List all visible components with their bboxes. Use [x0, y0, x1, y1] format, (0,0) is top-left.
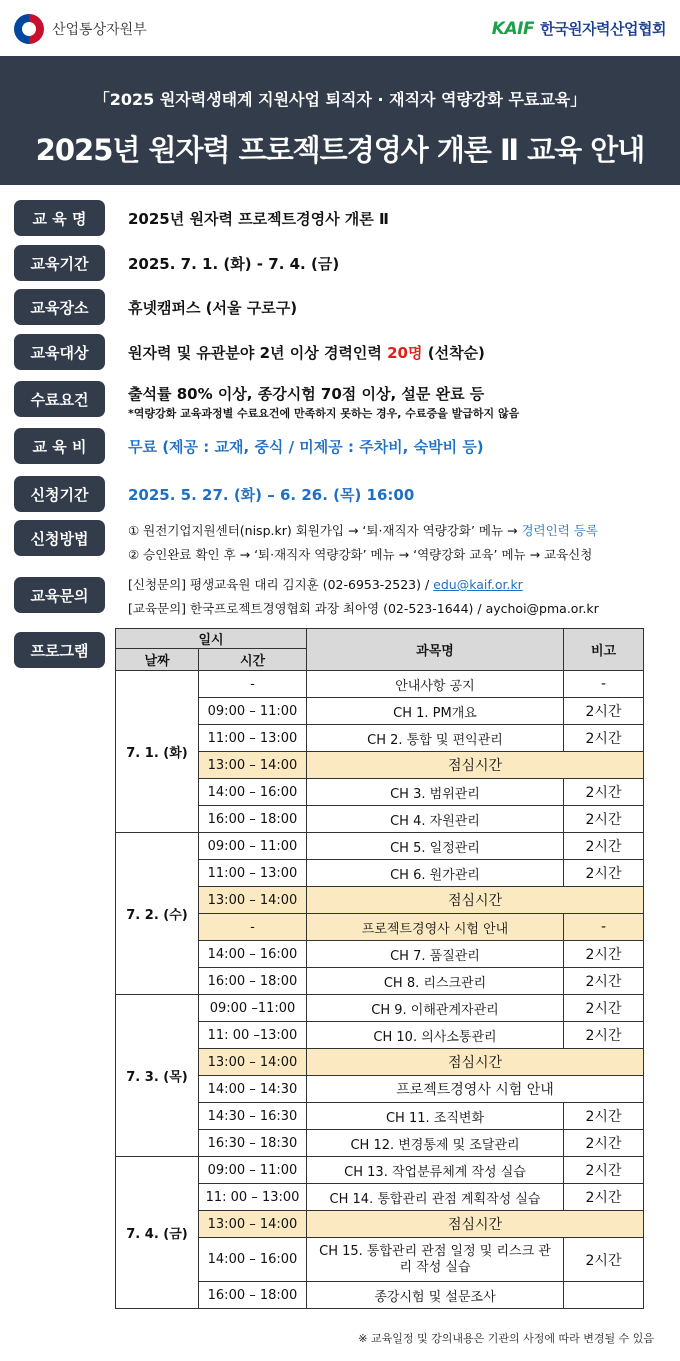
label-place: 교육장소: [14, 289, 105, 325]
day-cell: 7. 2. (수): [116, 833, 199, 995]
course-cell: CH 4. 자원관리: [307, 806, 564, 833]
time-cell: 11: 00 –13:00: [199, 1022, 307, 1049]
note-cell: 2시간: [564, 995, 644, 1022]
time-cell: 13:00 – 14:00: [199, 1049, 307, 1076]
time-cell: 09:00 – 11:00: [199, 833, 307, 860]
banner-title: 2025년 원자력 프로젝트경영사 개론 Ⅱ 교육 안내: [35, 133, 645, 167]
time-cell: 14:30 – 16:30: [199, 1103, 307, 1130]
header-schedule: 일시: [116, 629, 307, 649]
taegeuk-emblem-icon: [14, 14, 44, 44]
top-logo-bar: [0, 0, 680, 56]
day-cell: 7. 3. (목): [116, 995, 199, 1157]
course-cell: 종강시험 및 설문조사: [307, 1282, 564, 1309]
course-cell: CH 11. 조직변화: [307, 1103, 564, 1130]
time-cell: 14:00 – 14:30: [199, 1076, 307, 1103]
note-cell: 2시간: [564, 698, 644, 725]
note-cell: 2시간: [564, 941, 644, 968]
time-cell: 09:00 –11:00: [199, 995, 307, 1022]
note-cell: 2시간: [564, 779, 644, 806]
label-target: 교육대상: [14, 334, 105, 370]
time-cell: 09:00 – 11:00: [199, 698, 307, 725]
header-note: 비고: [564, 629, 644, 671]
table-row: [116, 671, 644, 698]
program-table: [115, 628, 644, 1309]
banner-subtitle: 「2025 원자력생태계 지원사업 퇴직자 · 재직자 역량강화 무료교육」: [93, 90, 587, 109]
course-cell: CH 12. 변경통제 및 조달관리: [307, 1130, 564, 1157]
course-cell: CH 3. 범위관리: [307, 779, 564, 806]
inquiry-apply: [신청문의] 평생교육원 대리 김지훈 (02-6953-2523) / edu@kaif.or.kr: [128, 577, 523, 592]
value-completion: 출석률 80% 이상, 종강시험 70점 이상, 설문 완료 등: [128, 385, 485, 403]
day-cell: 7. 4. (금): [116, 1157, 199, 1309]
time-cell: 16:00 – 18:00: [199, 1282, 307, 1309]
label-inquiry: 교육문의: [14, 577, 105, 613]
kaif-name: 한국원자력산업협회: [540, 20, 666, 38]
course-cell: CH 10. 의사소통관리: [307, 1022, 564, 1049]
note-cell: 2시간: [564, 1103, 644, 1130]
label-program: 프로그램: [14, 632, 105, 668]
course-cell: CH 9. 이해관계자관리: [307, 995, 564, 1022]
course-cell: CH 5. 일정관리: [307, 833, 564, 860]
time-cell: 16:00 – 18:00: [199, 968, 307, 995]
header-time: 시간: [199, 649, 307, 671]
time-cell: 13:00 – 14:00: [199, 1211, 307, 1238]
time-cell: 11: 00 – 13:00: [199, 1184, 307, 1211]
note-cell: 2시간: [564, 1130, 644, 1157]
label-apply-method: 신청방법: [14, 520, 105, 556]
lunch-cell: 점심시간: [307, 1049, 644, 1076]
ministry-logo: [14, 14, 147, 44]
lunch-cell: 점심시간: [307, 1211, 644, 1238]
table-row: [116, 833, 644, 860]
course-cell: CH 7. 품질관리: [307, 941, 564, 968]
label-apply-period: 신청기간: [14, 476, 105, 512]
ministry-name: 산업통상자원부: [52, 22, 147, 38]
label-fee: 교 육 비: [14, 428, 105, 464]
note-cell: 2시간: [564, 860, 644, 887]
table-row: [116, 1157, 644, 1184]
course-cell: 프로젝트경영사 시험 안내: [307, 1076, 644, 1103]
completion-note: *역량강화 교육과정별 수료요건에 만족하지 못하는 경우, 수료증을 발급하지 않음: [128, 407, 520, 420]
time-cell: 13:00 – 14:00: [199, 752, 307, 779]
course-cell: CH 15. 통합관리 관점 일정 및 리스크 관리 작성 실습: [307, 1238, 564, 1282]
edu-email-link[interactable]: edu@kaif.or.kr: [433, 577, 523, 592]
time-cell: 16:00 – 18:00: [199, 806, 307, 833]
note-cell: 2시간: [564, 1238, 644, 1282]
course-cell: CH 1. PM개요: [307, 698, 564, 725]
course-cell: 안내사항 공지: [307, 671, 564, 698]
label-period: 교육기간: [14, 245, 105, 281]
value-apply-period: 2025. 5. 27. (화) – 6. 26. (목) 16:00: [128, 486, 415, 504]
time-cell: -: [199, 914, 307, 941]
header-date: 날짜: [116, 649, 199, 671]
time-cell: 14:00 – 16:00: [199, 1238, 307, 1282]
note-cell: -: [564, 671, 644, 698]
lunch-cell: 점심시간: [307, 752, 644, 779]
note-cell: 2시간: [564, 833, 644, 860]
label-completion: 수료요건: [14, 381, 105, 417]
value-fee: 무료 (제공 : 교재, 중식 / 미제공 : 주차비, 숙박비 등): [128, 438, 484, 456]
header-course: 과목명: [307, 629, 564, 671]
time-cell: -: [199, 671, 307, 698]
target-count: 20명: [387, 344, 423, 362]
lunch-cell: 점심시간: [307, 887, 644, 914]
course-cell: CH 8. 리스크관리: [307, 968, 564, 995]
value-course-name: 2025년 원자력 프로젝트경영사 개론 Ⅱ: [128, 210, 389, 228]
note-cell: [564, 1282, 644, 1309]
time-cell: 09:00 – 11:00: [199, 1157, 307, 1184]
time-cell: 14:00 – 16:00: [199, 779, 307, 806]
note-cell: 2시간: [564, 806, 644, 833]
label-course-name: 교 육 명: [14, 200, 105, 236]
course-cell: CH 6. 원가관리: [307, 860, 564, 887]
course-cell: 프로젝트경영사 시험 안내: [307, 914, 564, 941]
time-cell: 11:00 – 13:00: [199, 860, 307, 887]
value-place: 휴넷캠퍼스 (서울 구로구): [128, 299, 298, 317]
kaif-logo-mark: KAIF: [491, 18, 535, 39]
table-row: [116, 995, 644, 1022]
note-cell: 2시간: [564, 1157, 644, 1184]
title-banner: [0, 56, 680, 185]
footnote: ※ 교육일정 및 강의내용은 기관의 사정에 따라 변경될 수 있음: [358, 1332, 654, 1345]
method-step-1: ① 원전기업지원센터(nisp.kr) 회원가입 → ‘퇴·재직자 역량강화’ 메뉴 → 경력인력 등록: [128, 523, 598, 538]
note-cell: 2시간: [564, 1022, 644, 1049]
time-cell: 16:30 – 18:30: [199, 1130, 307, 1157]
course-cell: CH 13. 작업분류체계 작성 실습: [307, 1157, 564, 1184]
value-period: 2025. 7. 1. (화) - 7. 4. (금): [128, 255, 340, 273]
note-cell: 2시간: [564, 1184, 644, 1211]
note-cell: -: [564, 914, 644, 941]
career-register-link[interactable]: 경력인력 등록: [521, 523, 598, 538]
kaif-logo: [492, 18, 666, 39]
time-cell: 11:00 – 13:00: [199, 725, 307, 752]
course-cell: CH 14. 통합관리 관점 계획작성 실습: [307, 1184, 564, 1211]
time-cell: 14:00 – 16:00: [199, 941, 307, 968]
day-cell: 7. 1. (화): [116, 671, 199, 833]
program-table-body: [116, 671, 644, 1309]
time-cell: 13:00 – 14:00: [199, 887, 307, 914]
note-cell: 2시간: [564, 725, 644, 752]
course-cell: CH 2. 통합 및 편익관리: [307, 725, 564, 752]
value-target: 원자력 및 유관분야 2년 이상 경력인력 20명 (선착순): [128, 344, 485, 362]
note-cell: 2시간: [564, 968, 644, 995]
inquiry-education: [교육문의] 한국프로젝트경영협회 과장 최아영 (02-523-1644) / aychoi@pma.or.kr: [128, 601, 599, 616]
method-step-2: ② 승인완료 확인 후 → ‘퇴·재직자 역량강화’ 메뉴 → ‘역량강화 교육’ 메뉴 → 교육신청: [128, 547, 593, 562]
